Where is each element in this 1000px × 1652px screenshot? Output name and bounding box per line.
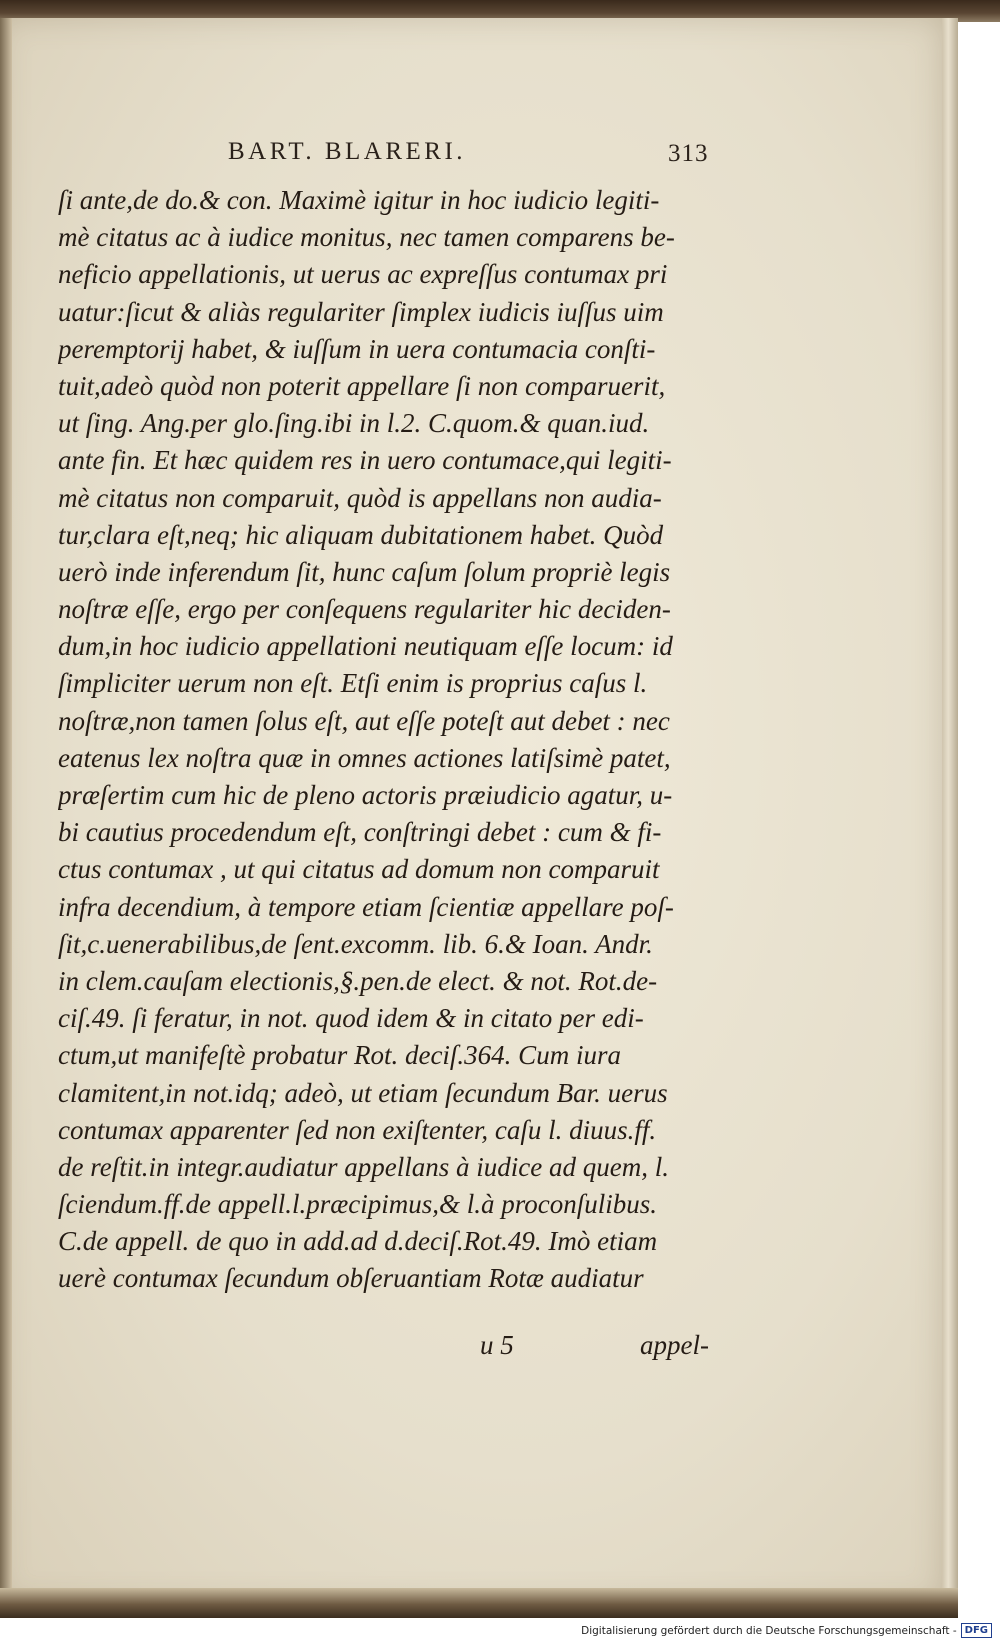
text-line: contumax apparenter ſed non exiſtenter, caſu l. diuus.ff.: [58, 1114, 657, 1145]
text-line: ciſ.49. ſi feratur, in not. quod idem & in citato per edi-: [58, 1003, 644, 1034]
digitization-credit: [581, 1623, 992, 1638]
text-line: ſimpliciter uerum non eſt. Etſi enim is proprius caſus l.: [58, 668, 648, 699]
text-line: ctus contumax , ut qui citatus ad domum non comparuit: [58, 854, 660, 885]
text-line: præſertim cum hic de pleno actoris præiudicio agatur, u-: [58, 780, 673, 810]
text-line: de reſtit.in integr.audiatur appellans à iudice ad quem, l.: [58, 1151, 669, 1182]
catchword: appel-: [640, 1330, 709, 1360]
credit-text: Digitalisierung gefördert durch die Deutsche Forschungsgemeinschaft -: [581, 1624, 957, 1637]
text-line: neficio appellationis, ut uerus ac expreſſus contumax pri: [58, 259, 668, 290]
running-head: BART. BLARERI.: [228, 138, 467, 165]
body-text: [58, 182, 744, 1298]
page-fore-edge: [942, 18, 958, 1603]
text-line: peremptorij habet, & iuſſum in uera contumacia conſti-: [58, 333, 656, 364]
text-line: ante fin. Et hæc quidem res in uero contumace,qui legiti-: [58, 445, 672, 476]
signature-mark: u 5: [480, 1330, 514, 1360]
page-number: 313: [668, 140, 709, 167]
book-bottom-edge: [0, 1588, 958, 1618]
text-line: in clem.cauſam electionis,§.pen.de elect. & not. Rot.de-: [58, 965, 658, 996]
text-line: uerè contumax ſecundum obſeruantiam Rotæ audiatur: [58, 1263, 644, 1294]
text-line: noſtræ eſſe, ergo per conſequens regulariter hic deciden-: [58, 594, 671, 625]
text-line: infra decendium, à tempore etiam ſcientiæ appellare poſ-: [58, 891, 674, 922]
page-header: [0, 138, 942, 178]
text-line: ſit,c.uenerabilibus,de ſent.excomm. lib. 6.& Ioan. Andr.: [58, 928, 653, 959]
text-line: C.de appell. de quo in add.ad d.deciſ.Rot.49. Imò etiam: [58, 1226, 658, 1257]
text-line: eatenus lex noſtra quæ in omnes actiones latiſsimè patet,: [58, 742, 671, 773]
text-line: tuit,adeò quòd non poterit appellare ſi non comparuerit,: [58, 370, 666, 401]
text-line: tur,clara eſt,neq; hic aliquam dubitationem habet. Quòd: [58, 519, 664, 550]
text-line: uerò inde inferendum ſit, hunc caſum ſolum propriè legis: [58, 556, 671, 587]
text-line: clamitent,in not.idq; adeò, ut etiam ſecundum Bar. uerus: [58, 1077, 668, 1108]
text-line: mè citatus ac à iudice monitus, nec tamen comparens be-: [58, 222, 675, 253]
page-footer-catchwords: [0, 1330, 942, 1370]
text-line: ſi ante,de do.& con. Maximè igitur in hoc iudicio legiti-: [58, 185, 660, 215]
text-line: dum,in hoc iudicio appellationi neutiquam eſſe locum: id: [58, 631, 673, 662]
text-line: ut ſing. Ang.per glo.ſing.ibi in l.2. C.quom.& quan.iud.: [58, 408, 650, 439]
text-line: noſtræ,non tamen ſolus eſt, aut eſſe poteſt aut debet : nec: [58, 705, 670, 736]
text-line: mè citatus non comparuit, quòd is appellans non audia-: [58, 482, 662, 513]
text-line: ſciendum.ff.de appell.l.præcipimus,& l.à proconſulibus.: [58, 1189, 657, 1220]
text-line: ctum,ut manifeſtè probatur Rot. deciſ.364. Cum iura: [58, 1040, 621, 1071]
text-line: uatur:ſicut & aliàs regulariter ſimplex iudicis iuſſus uim: [58, 296, 664, 327]
dfg-logo: DFG: [961, 1623, 992, 1638]
text-line: bi cautius procedendum eſt, conſtringi debet : cum & fi-: [58, 817, 662, 848]
